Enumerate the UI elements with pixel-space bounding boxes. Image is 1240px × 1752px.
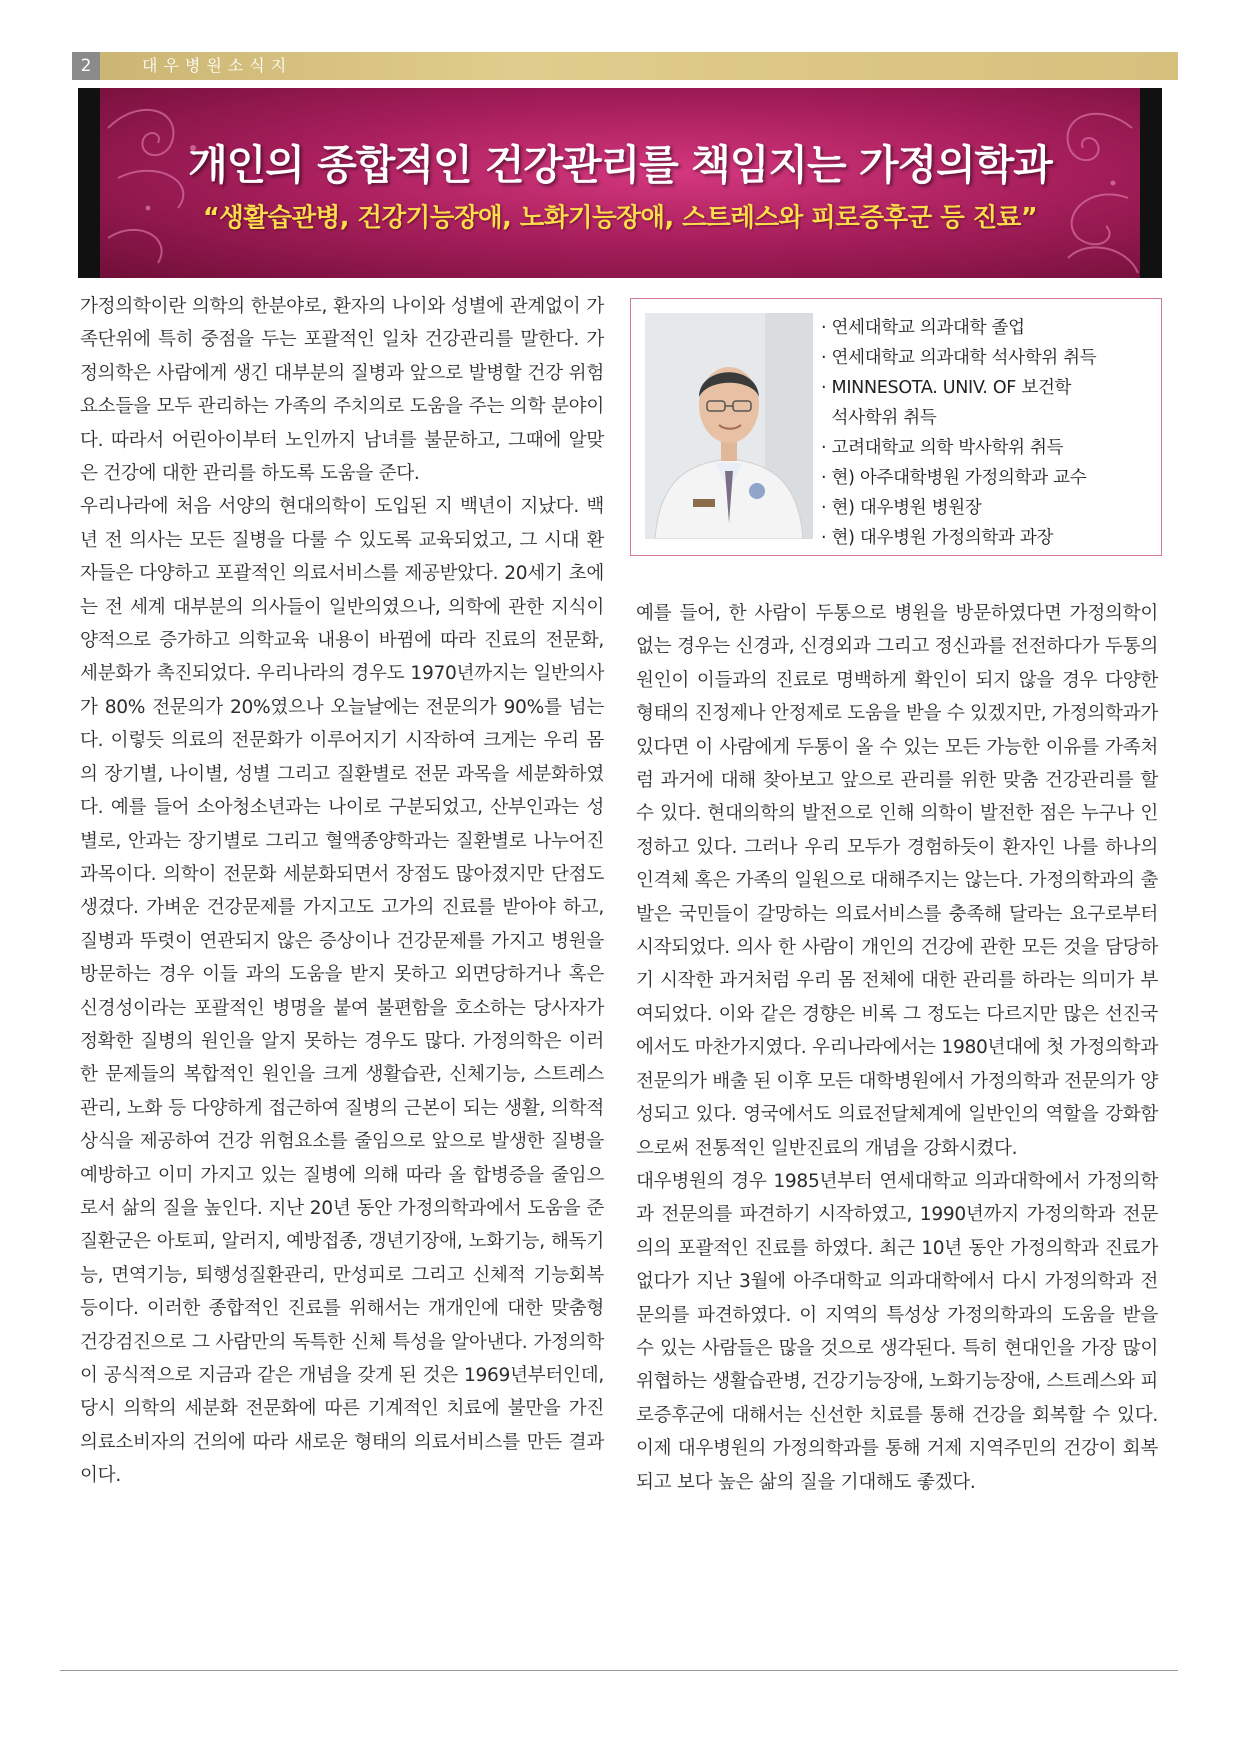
article-paragraph: 우리나라에 처음 서양의 현대의학이 도입된 지 백년이 지났다. 백 년 전 의사는 모든 질병을 다룰 수 있도록 교육되었고, 그 시대 환자들은 다양하고 포괄적인 의료서비스를 제공받았다. 20세기 초에는 전 세계 대부분의 의사들이 일반의였으나, 의학에 관한 지식이 양적으로 증가하고 의학교육 내용이 바뀜에 따라 진료의 전문화, 세분화가 촉진되었다. 우리나라의 경우도 1970년까지는 일반의사가 80% 전문의가 20%였으나 오늘날에는 전문의가 90%를 넘는다. 이렇듯 의료의 전문화가 이루어지기 시작하여 크게는 우리 몸의 장기별, 나이별, 성별 그리고 질환별로 전문 과목을 세분화하였다. 예를 들어 소아청소년과는 나이로 구분되었고, 산부인과는 성별로, 안과는 장기별로 그리고 혈액종양학과는 질환별로 나누어진 과목이다. 의학이 전문화 세분화되면서 장점도 많아졌지만 단점도 생겼다. 가벼운 건강문제를 가지고도 고가의 진료를 받아야 하고, 질병과 뚜렷이 연관되지 않은 증상이나 건강문제를 가지고 병원을 방문하는 경우 이들 과의 도움을 받지 못하고 외면당하거나 혹은 신경성이라는 포괄적인 병명을 붙여 불편함을 호소하는 당사자가 정확한 질병의 원인을 알지 못하는 경우도 많다. 가정의학은 이러한 문제들의 복합적인 원인을 크게 생활습관, 신체기능, 스트레스관리, 노화 등 다양하게 접근하여 질병의 근본이 되는 생활, 의학적 상식을 제공하여 건강 위험요소를 줄임으로 앞으로 발생한 질병을 예방하고 이미 가지고 있는 질병에 의해 따라 올 합병증을 줄임으로서 삶의 질을 높인다. 지난 20년 동안 가정의학과에서 도움을 준 질환군은 아토피, 알러지, 예방접종, 갱년기장애, 노화기능, 해독기능, 면역기능, 퇴행성질환관리, 만성피로 그리고 신체적 기능회복 등이다. 이러한 종합적인 진료를 위해서는 개개인에 대한 맞춤형 건강검진으로 그 사람만의 독특한 신체 특성을 알아낸다. 가정의학이 공식적으로 지금과 같은 개념을 갖게 된 것은 1969년부터인데, 당시 의학의 세분화 전문화에 따른 기계적인 치료에 불만을 가진 의료소비자의 건의에 따라 새로운 형태의 의료서비스를 만든 결과이다.: [80, 496, 604, 1487]
article-right-column: [636, 597, 1158, 1499]
article-paragraph: 예를 들어, 한 사람이 두통으로 병원을 방문하였다면 가정의학이 없는 경우는 신경과, 신경외과 그리고 정신과를 전전하다가 두통의 원인이 이들과의 진료로 명백하게 확인이 되지 않을 경우 다양한 형태의 진정제나 안정제로 도움을 받을 수 있겠지만, 가정의학과가 있다면 이 사람에게 두통이 올 수 있는 모든 가능한 이유를 가족처럼 과거에 대해 찾아보고 앞으로 관리를 위한 맞춤 건강관리를 할 수 있다. 현대의학의 발전으로 인해 의학이 발전한 점은 누구나 인정하고 있다. 그러나 우리 모두가 경험하듯이 환자인 나를 하나의 인격체 혹은 가족의 일원으로 대해주지는 않는다. 가정의학과의 출발은 국민들이 갈망하는 의료서비스를 충족해 달라는 요구로부터 시작되었다. 의사 한 사람이 개인의 건강에 관한 모든 것을 담당하기 시작한 과거처럼 우리 몸 전체에 대한 관리를 하라는 의미가 부여되었다. 이와 같은 경향은 비록 그 정도는 다르지만 많은 선진국에서도 마찬가지였다. 우리나라에서는 1980년대에 첫 가정의학과 전문의가 배출 된 이후 모든 대학병원에서 가정의학과 전문의가 양성되고 있다. 영국에서도 의료전달체계에 일반인의 역할을 강화함으로써 전통적인 일반진료의 개념을 강화시켰다.: [636, 603, 1158, 1159]
doctor-photo: [645, 313, 813, 539]
footer-rule: [60, 1670, 1178, 1671]
title-banner: [78, 88, 1162, 278]
credential-item: · 현) 대우병원 가정의학과 과장: [821, 528, 1054, 548]
doctor-profile-box: [630, 298, 1162, 556]
article-left-column: [80, 290, 604, 1493]
page-number: 2: [72, 52, 100, 80]
header-bar: [72, 52, 1178, 80]
credentials-list: [821, 313, 1096, 553]
credential-item: 석사학위 취득: [821, 408, 937, 428]
banner-title: 개인의 종합적인 건강관리를 책임지는 가정의학과: [188, 141, 1052, 189]
credential-item: · MINNESOTA. UNIV. OF 보건학: [821, 378, 1072, 398]
banner-subtitle: “생활습관병, 건강기능장애, 노화기능장애, 스트레스와 피로증후군 등 진료”: [202, 203, 1038, 233]
doctor-portrait-illustration: [645, 313, 813, 539]
article-paragraph: 대우병원의 경우 1985년부터 연세대학교 의과대학에서 가정의학과 전문의를 파견하기 시작하였고, 1990년까지 가정의학과 전문의의 포괄적인 진료를 하였다. 최근 10년 동안 가정의학과 진료가 없다가 지난 3월에 아주대학교 의과대학에서 다시 가정의학과 전문의를 파견하였다. 이 지역의 특성상 가정의학과의 도움을 받을 수 있는 사람들은 많을 것으로 생각된다. 특히 현대인을 가장 많이 위협하는 생활습관병, 건강기능장애, 노화기능장애, 스트레스와 피로증후군에 대해서는 신선한 치료를 통해 건강을 회복할 수 있다. 이제 대우병원의 가정의학과를 통해 거제 지역주민의 건강이 회복되고 보다 높은 삶의 질을 기대해도 좋겠다.: [636, 1170, 1158, 1493]
publication-title: 대우병원소식지: [142, 56, 293, 75]
credential-item: · 고려대학교 의학 박사학위 취득: [821, 438, 1064, 458]
article-paragraph: 가정의학이란 의학의 한분야로, 환자의 나이와 성별에 관계없이 가족단위에 특히 중점을 두는 포괄적인 일차 건강관리를 말한다. 가정의학은 사람에게 생긴 대부분의 질병과 앞으로 발병할 건강 위험 요소들을 모두 관리하는 가족의 주치의로 도움을 주는 의학 분야이다. 따라서 어린아이부터 노인까지 남녀를 불문하고, 그때에 알맞은 건강에 대한 관리를 하도록 도움을 준다.: [80, 296, 604, 485]
credential-item: · 현) 대우병원 병원장: [821, 498, 982, 518]
credential-item: · 연세대학교 의과대학 졸업: [821, 318, 1025, 338]
credential-item: · 연세대학교 의과대학 석사학위 취득: [821, 348, 1097, 368]
credential-item: · 현) 아주대학병원 가정의학과 교수: [821, 468, 1087, 488]
